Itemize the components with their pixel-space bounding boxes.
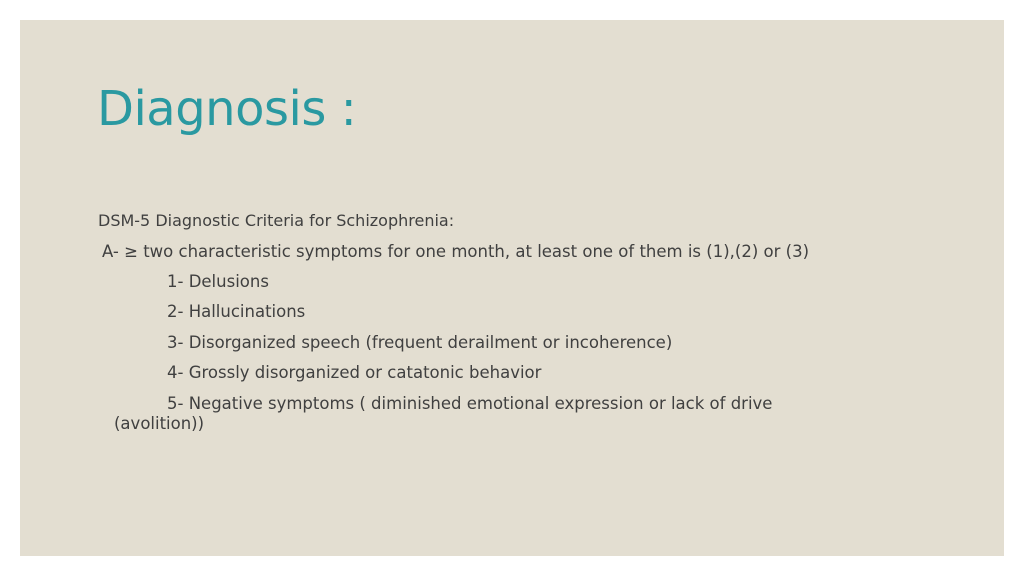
symptom-item: 5- Negative symptoms ( diminished emotional expression or lack of drive (167, 394, 773, 413)
criterion-a: A- ≥ two characteristic symptoms for one month, at least one of them is (1),(2) or (3) (102, 242, 810, 261)
symptom-item: 2- Hallucinations (167, 302, 306, 321)
slide-body (20, 20, 1004, 556)
symptom-item-continuation: (avolition)) (114, 414, 205, 433)
symptom-item: 3- Disorganized speech (frequent derailment or incoherence) (167, 333, 673, 352)
slide-title: Diagnosis : (97, 81, 357, 137)
criteria-heading: DSM-5 Diagnostic Criteria for Schizophrenia: (98, 211, 455, 230)
slide (20, 20, 1004, 556)
symptom-item: 4- Grossly disorganized or catatonic behavior (167, 363, 542, 382)
symptom-item: 1- Delusions (167, 272, 269, 291)
